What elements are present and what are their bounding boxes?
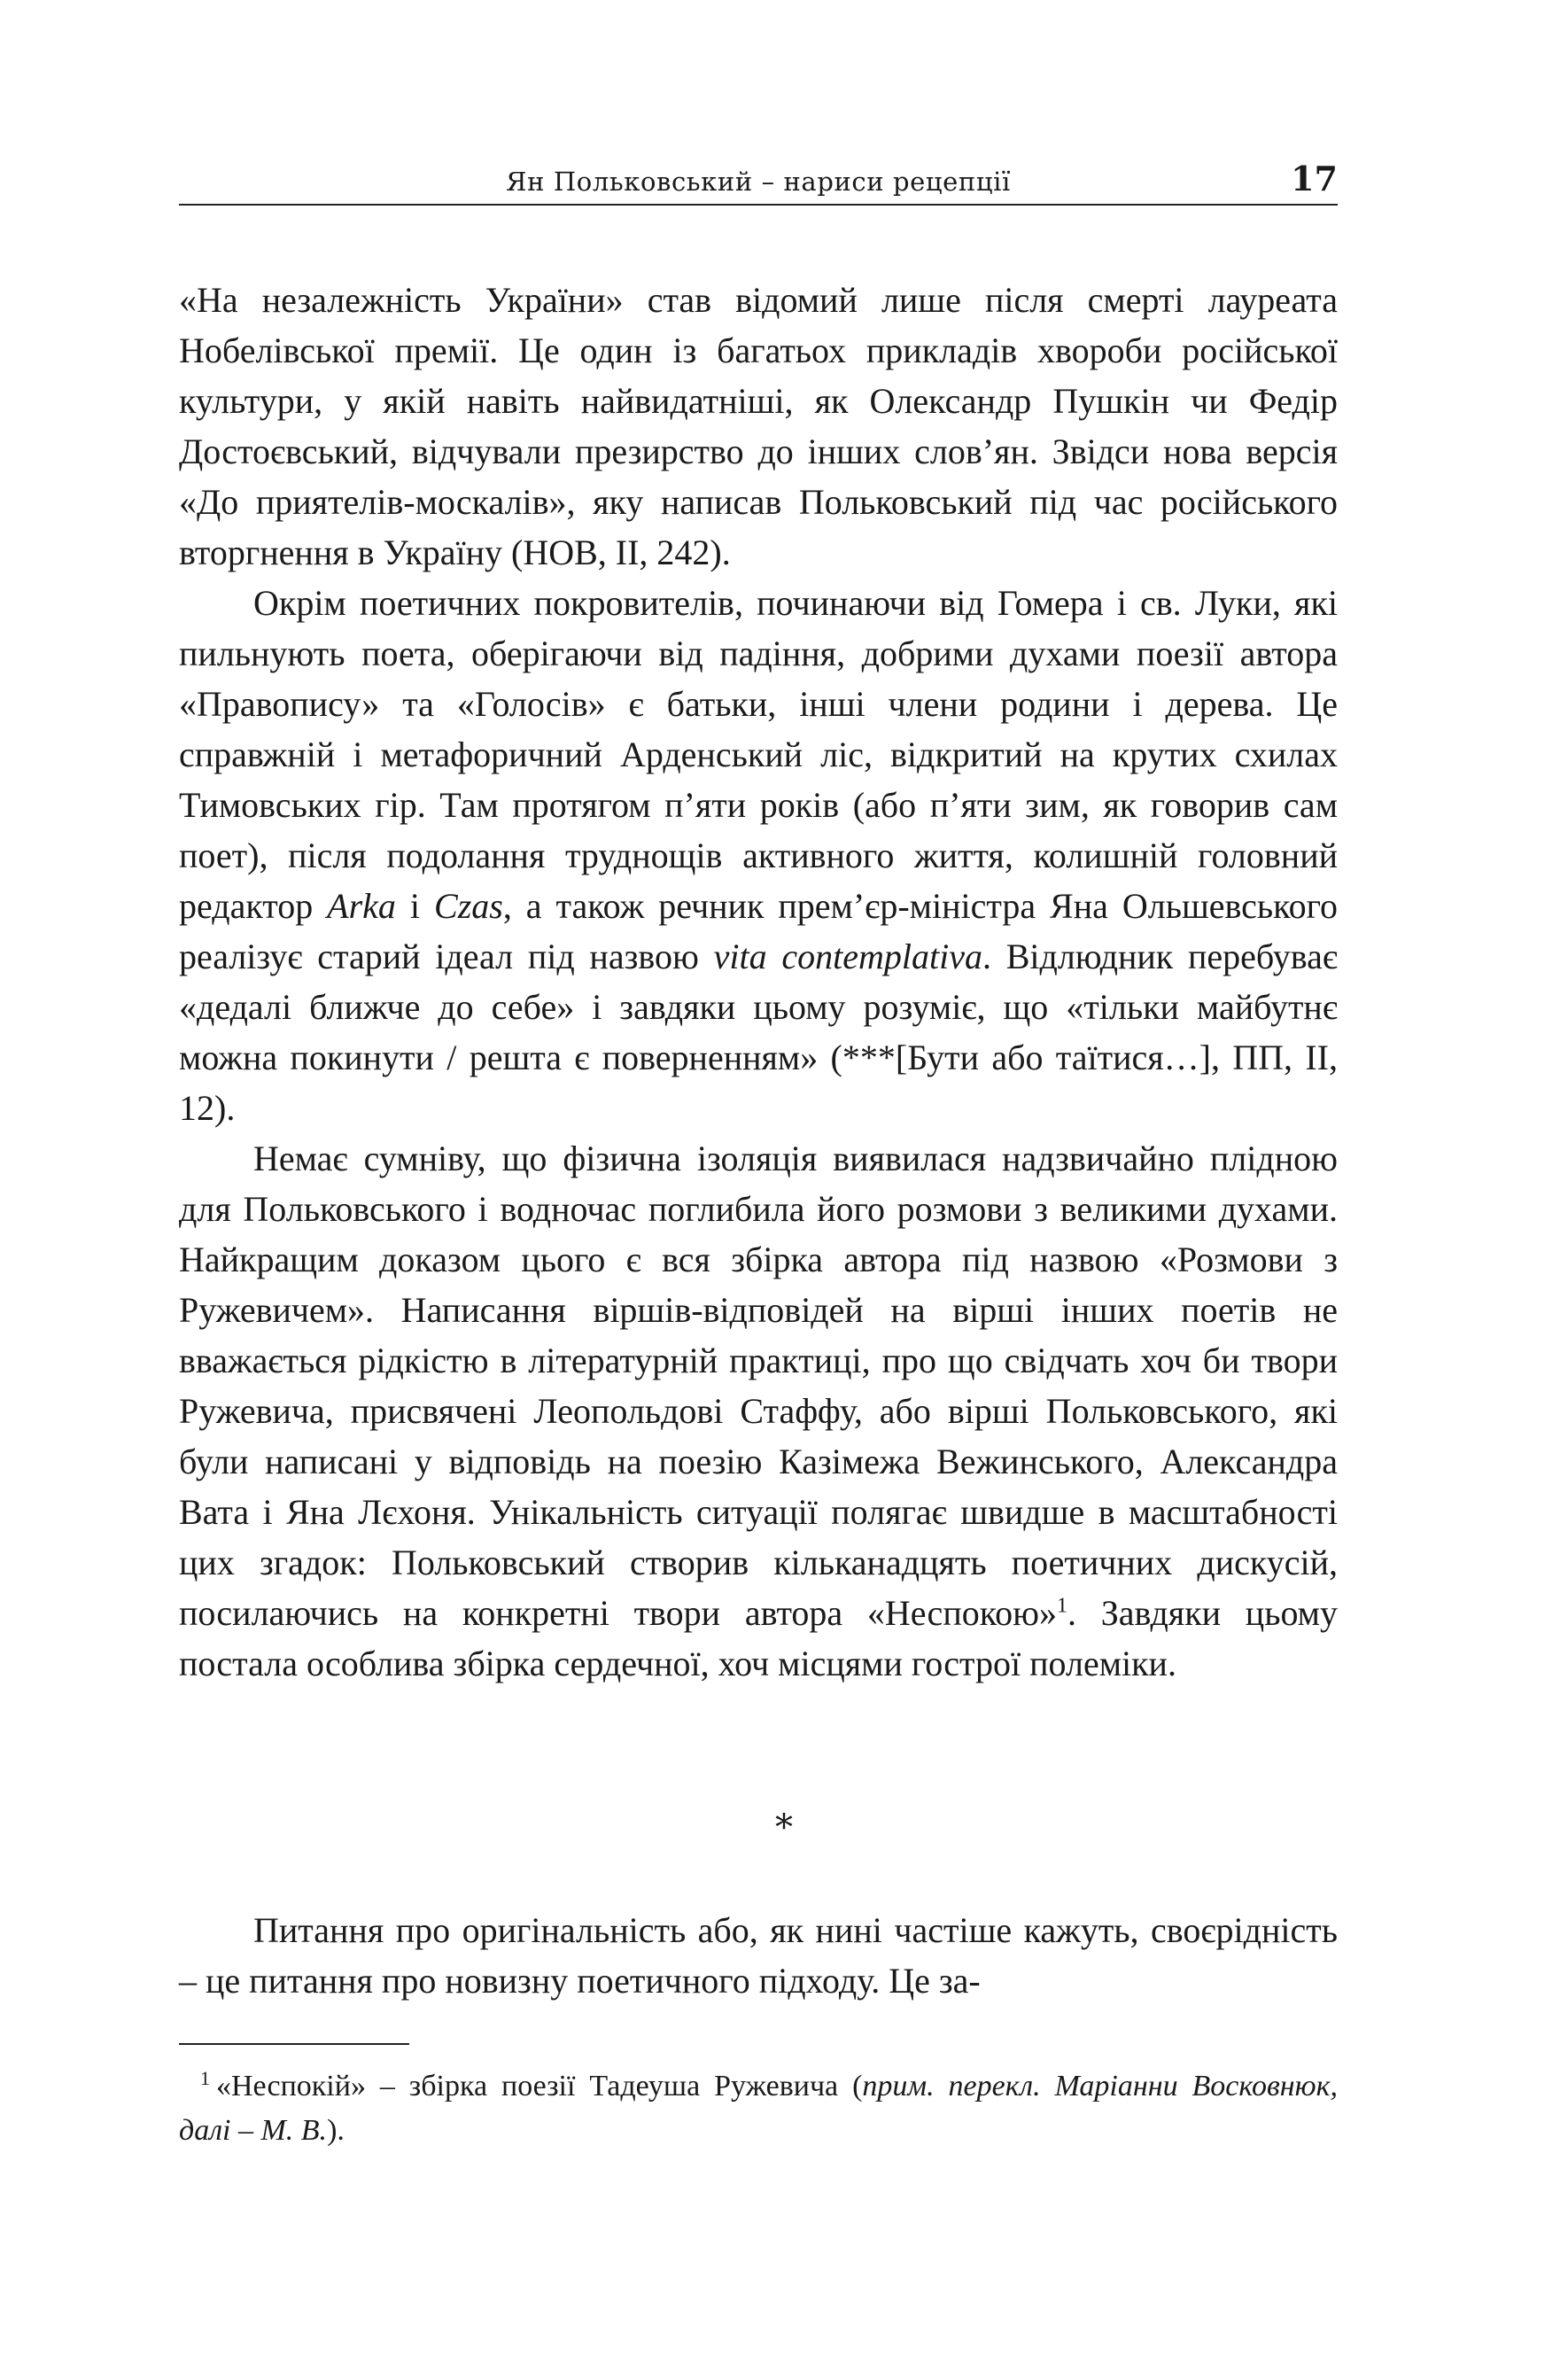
running-title: Ян Польковський – нариси рецепції [506, 167, 1011, 197]
main-text [179, 275, 1338, 1689]
paragraph-3: Немає сумніву, що фізична ізоляція виявилася надзвичайно плідною для Польковського і водночас поглибила його розмови з великими духами. Найкращим доказом цього є вся збірка автора під назвою «Розмови з Ружевичем». Написання віршів-відповідей на вірші інших поетів не вважається рідкістю в літературній практиці, про що свідчать хоч би твори Ружевича, присвячені Леопольдові Стаффу, або вірші Польковського, які були написані у відповідь на поезію Казімежа Вежинського, Александра Вата і Яна Лєхоня. Унікальність ситуації полягає швидше в масштабності цих згадок: Польковський створив кільканадцять поетичних дискусій, посилаючись на конкретні твори автора «Неспокою»$^1$. Завдяки цьому постала особлива збірка сердечної, хоч місцями гострої полеміки. [179, 1139, 1338, 1683]
footnote-italic: прим. перекл. Маріанни Восковнюк, далі – М. В. [179, 2070, 1338, 2147]
italic-czas: Czas [434, 886, 503, 926]
paragraph-1: «На незалежність України» став відомий лише після смерті лауреата Нобелівської премії. Це один із багатьох прикладів хвороби російської культури, у якій навіть найвидатніші, як Олександр Пушкін чи Федір Достоєвський, відчували презирство до інших слов’ян. Звідси нова версія «До приятелів-москалів», яку написав Польковський під час російського вторгнення в Україну (НОВ, II, 242). [179, 280, 1338, 572]
italic-vita-contemplativa: vita contemplativa [713, 937, 982, 976]
page-number: 17 [1291, 159, 1338, 198]
footnote-rule [179, 2043, 409, 2045]
italic-arka: Arka [327, 886, 396, 926]
main-text-continued [179, 1905, 1338, 2006]
footnote: 1 «Неспокій» – збірка поезії Тадеуша Ружевича (прим. перекл. Маріанни Восковнюк, далі – М. В.). [179, 2066, 1338, 2147]
section-separator: * [775, 1807, 793, 1848]
running-header [179, 158, 1338, 206]
paragraph-2: Окрім поетичних покровителів, починаючи від Гомера і св. Луки, які пильнують поета, оберігаючи від падіння, добрими духами поезії автора «Правопису» та «Голосів» є батьки, інші члени родини і дерева. Це справжній і метафоричний Арденський ліс, відкритий на крутих схилах Тимовських гір. Там протягом п’яти років (або п’яти зим, як говорив сам поет), після подолання труднощів активного життя, колишній головний редактор Arka і Czas, а також речник прем’єр-міністра Яна Ольшевського реалізує старий ідеал під назвою vita contemplativa. Відлюдник перебуває «дедалі ближче до себе» і завдяки цьому розуміє, що «тільки майбутнє можна покинути / решта є поверненням» (***[Бути або таїтися…], ПП, II, 12). [179, 583, 1338, 1128]
paragraph-4: Питання про оригінальність або, як нині частіше кажуть, своєрідність – це питання про новизну поетичного підходу. Це за- [179, 1910, 1338, 2001]
footnote-reference: 1 [1057, 1594, 1068, 1618]
